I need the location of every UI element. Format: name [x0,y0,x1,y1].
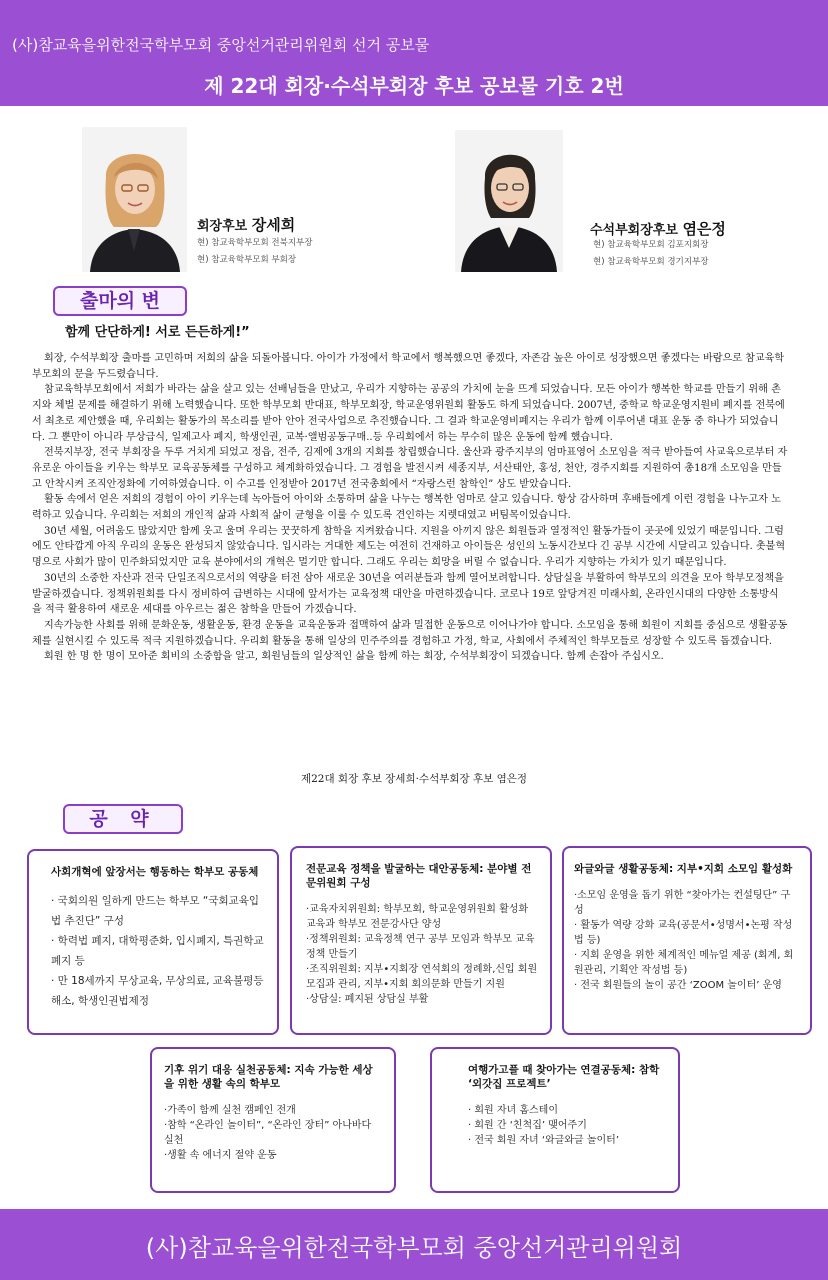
pledge-point: · 전국 회원 자녀 ‘와글와글 놀이터’ [468,1135,620,1146]
vice-career-1: 현) 참교육학부모회 김포지회장 [593,240,709,250]
vice-name: 염은정 [682,220,726,238]
pledge-title: 전문교육 정책을 발굴하는 대안공동체: 분야별 전문위원회 구성 [306,863,532,889]
president-candidate-title [197,214,295,235]
pledge-point: ·참학 “온라인 놀이터”, “온라인 장터” 아나바다 실천 [164,1120,375,1146]
pledge-title: 사회개혁에 앞장서는 행동하는 학부모 공동체 [51,866,259,878]
pledge-point: · 활동가 역량 강화 교육(공문서•성명서•논평 작성법 등) [574,920,793,946]
president-candidate-photo [82,127,187,272]
speech-body [32,351,788,665]
pledge-points [164,1103,382,1163]
pledge-title: 여행가고플 때 찾아가는 연결공동체: 참학 ‘외갓집 프로젝트’ [468,1064,660,1090]
pledge-point: · 전국 회원들의 놀이 공간 ‘ZOOM 놀이터’ 운영 [574,980,782,991]
pledge-card [27,849,279,1035]
pledge-section-label: 공 약 [63,804,183,834]
president-career-1: 현) 참교육학부모회 전북지부장 [197,238,313,248]
pledge-point: · 학력법 폐지, 대학평준화, 입시폐지, 특권학교 폐지 등 [51,935,267,967]
pledge-title: 와글와글 생활공동체: 지부•지회 소모임 활성화 [574,863,793,875]
pledge-point: · 국회의원 일하게 만드는 학부모 “국회교육입법 추진단” 구성 [51,895,260,927]
speech-paragraph: 참교육학부모회에서 저희가 바라는 삶을 살고 있는 선배님들을 만났고, 우리가 지향하는 공공의 가치에 눈을 뜨게 되었습니다. 모든 아이가 행복한 학교를 만들기 위해 촌지와 체벌 문제를 해결하기 위해 노력했습니다. 또한 학부모회 반대표, 학부모회장, 학교운영위원회 활동도 하게 되었습니다. 2007년, 중학교 학교운영지원비 폐지를 전북에서 최초로 제안했을 때, 우리회는 활동가의 목소리를 받아 안아 전국사업으로 추진했습니다. 그 결과 학교운영비폐지는 우리가 함께 이루어낸 대표 운동 중 하나가 되었습니다. 그 뿐만이 아니라 무상급식, 일제고사 폐지, 학생인권, 교복·앨범공동구매..등 우리회에서 하는 무수히 많은 운동에 함께 했습니다. [32,384,785,443]
vice-candidate-title [590,218,726,239]
speech-paragraph: 30년의 소중한 자산과 전국 단일조직으로서의 역량을 터전 삼아 새로운 30년을 여러분들과 함께 열어보려합니다. 상담실을 부활하여 학부모의 의견을 모아 학부모정책을 발굴하겠습니다. 정책위원회를 다시 정비하여 급변하는 시대에 앞서가는 교육정책 대안을 마련하겠습니다. 코로나 19로 앞당겨진 미래사회, 온라인시대의 다양한 소통방식을 적극 활용하여 새로운 세대를 아우르는 젊은 참학을 만들어 가겠습니다. [32,572,784,616]
person-portrait-icon [455,130,563,272]
pledge-point: ·상담실: 폐지된 상담실 부활 [306,994,429,1005]
pledge-point: ·조직위원회: 지부•지회장 연석회의 정례화,신입 회원모집과 관리, 지부•지회 회의문화 만들기 지원 [306,964,538,990]
speech-paragraph: 지속가능한 사회를 위해 문화운동, 생활운동, 환경 운동을 교육운동과 접맥하여 삶과 밀접한 운동으로 이어나가야 합니다. 소모임을 통해 회원이 지회를 중심으로 생활공동체를 실현시킬 수 있도록 적극 지원하겠습니다. 우리회 활동을 통해 일상의 민주주의를 경험하고 가정, 학교, 사회에서 주체적인 학부모들로 성장할 수 있도록 돕겠습니다. [32,619,788,647]
pledge-card [562,846,812,1035]
footer-org-name: (사)참교육을위한전국학부모회 중앙선거관리위원회 [145,1234,683,1262]
vice-role: 수석부회장후보 [590,223,678,238]
pledge-title: 기후 위기 대응 실천공동체: 지속 가능한 세상을 위한 생활 속의 학부모 [164,1064,373,1090]
pledge-point: ·가족이 함께 실천 캠페인 전개 [164,1105,296,1116]
pledge-point: · 회원 간 ‘친척집’ 맺어주기 [468,1120,587,1131]
pledge-point: ·교육자치위원회: 학부모회, 학교운영위원회 활성화 교육과 학부모 전문강사단 양성 [306,904,532,930]
pledge-point: ·소모임 운영을 돕기 위한 “찾아가는 컨설팅단” 구성 [574,890,791,916]
president-career-2: 현) 참교육학부모회 부회장 [197,255,297,265]
pledge-point: ·생활 속 에너지 절약 운동 [164,1150,277,1161]
pledge-points [51,891,265,1011]
vice-candidate-photo [455,130,563,272]
pledge-point: · 지회 운영을 위한 체계적인 메뉴얼 제공 (회계, 회원관리, 기획안 작성법 등) [574,950,794,976]
pledge-point: · 만 18세까지 무상교육, 무상의료, 교육불평등 해소, 학생인권법제정 [51,975,267,1007]
pledge-card [150,1047,396,1193]
speech-paragraph: 전북지부장, 전국 부회장을 두루 거치게 되었고 정읍, 전주, 김제에 3개의 지회를 창립했습니다. 울산과 광주지부의 엄마표영어 소모임을 적극 받아들여 사교육으로부터 자유로운 아이들을 키우는 학부모 교육공동체를 구성하고 체계화하였습니다. 그 경험을 발전시켜 세종지부, 서산태안, 홍성, 천안, 경주지회를 지원하여 총18개 소모임을 만들고 안착시켜 조직안정화에 기여하였습니다. 이 수고를 인정받아 2017년 전국총회에서 “자랑스런 참학인” 상도 받았습니다. [32,447,788,490]
org-line: (사)참교육을위한전국학부모회 중앙선거관리위원회 선거 공보물 [12,36,430,54]
pledge-card [430,1047,680,1193]
pledge-point: · 회원 자녀 홈스테이 [468,1105,558,1116]
speech-signature: 제22대 회장 후보 장세희·수석부회장 후보 염은정 [300,773,528,785]
speech-slogan: 함께 단단하게! 서로 든든하게!” [65,325,250,340]
pledge-points [574,888,798,993]
vice-career-2: 현) 참교육학부모회 경기지부장 [593,257,709,267]
pledge-card [290,846,552,1035]
person-portrait-icon [82,127,187,272]
page-title: 제 22대 회장·수석부회장 후보 공보물 기호 2번 [204,74,624,98]
speech-paragraph: 30년 세월, 어려움도 많았지만 함께 웃고 울며 우리는 꿋꿋하게 참학을 지켜왔습니다. 지원을 아끼지 않은 회원들과 열정적인 활동가들이 곳곳에 있었기 때문입니다. 그럼에도 안타깝게 아직 우리의 운동은 완성되지 않았습니다. 입시라는 거대한 제도는 여전히 건재하고 아이들은 성인의 노동시간보다 긴 공부 시간에 시달리고 있습니다. 촛불혁명으로 사회가 많이 민주화되었지만 교육 분야에서의 개혁은 멀기만 합니다. 그래도 우리는 희망을 버릴 수 없습니다. 우리가 지향하는 가치가 있기 때문입니다. [32,525,786,569]
speech-section-label: 출마의 변 [53,286,187,316]
speech-paragraph: 회원 한 명 한 명이 모아준 회비의 소중함을 알고, 회원님들의 일상적인 삶을 함께 하는 회장, 수석부회장이 되겠습니다. 함께 손잡아 주십시오. [44,651,664,663]
president-name: 장세희 [251,216,296,234]
president-role: 회장후보 [197,219,248,234]
pledge-point: ·정책위원회: 교육정책 연구 공부 모임과 학부모 교육정책 만들기 [306,934,535,960]
pledge-points [306,902,538,1007]
speech-paragraph: 회장, 수석부회장 출마를 고민하며 저희의 삶을 되돌아봅니다. 아이가 가정에서 학교에서 행복했으면 좋겠다, 자존감 높은 아이로 성장했으면 좋겠다는 바람으로 참교육학부모회의 문을 두드렸습니다. [32,353,785,380]
pledge-points [468,1103,666,1148]
speech-paragraph: 활동 속에서 얻은 저희의 경험이 아이 키우는데 녹아들어 아이와 소통하며 삶을 나누는 행복한 엄마로 살고 있습니다. 항상 감사하며 후배들에게 이런 경험을 나누고자 노력하고 있습니다. 우리회는 저희의 개인적 삶과 사회적 삶이 균형을 이룰 수 있도록 견인하는 지렛대였고 버팀목이었습니다. [32,494,781,522]
